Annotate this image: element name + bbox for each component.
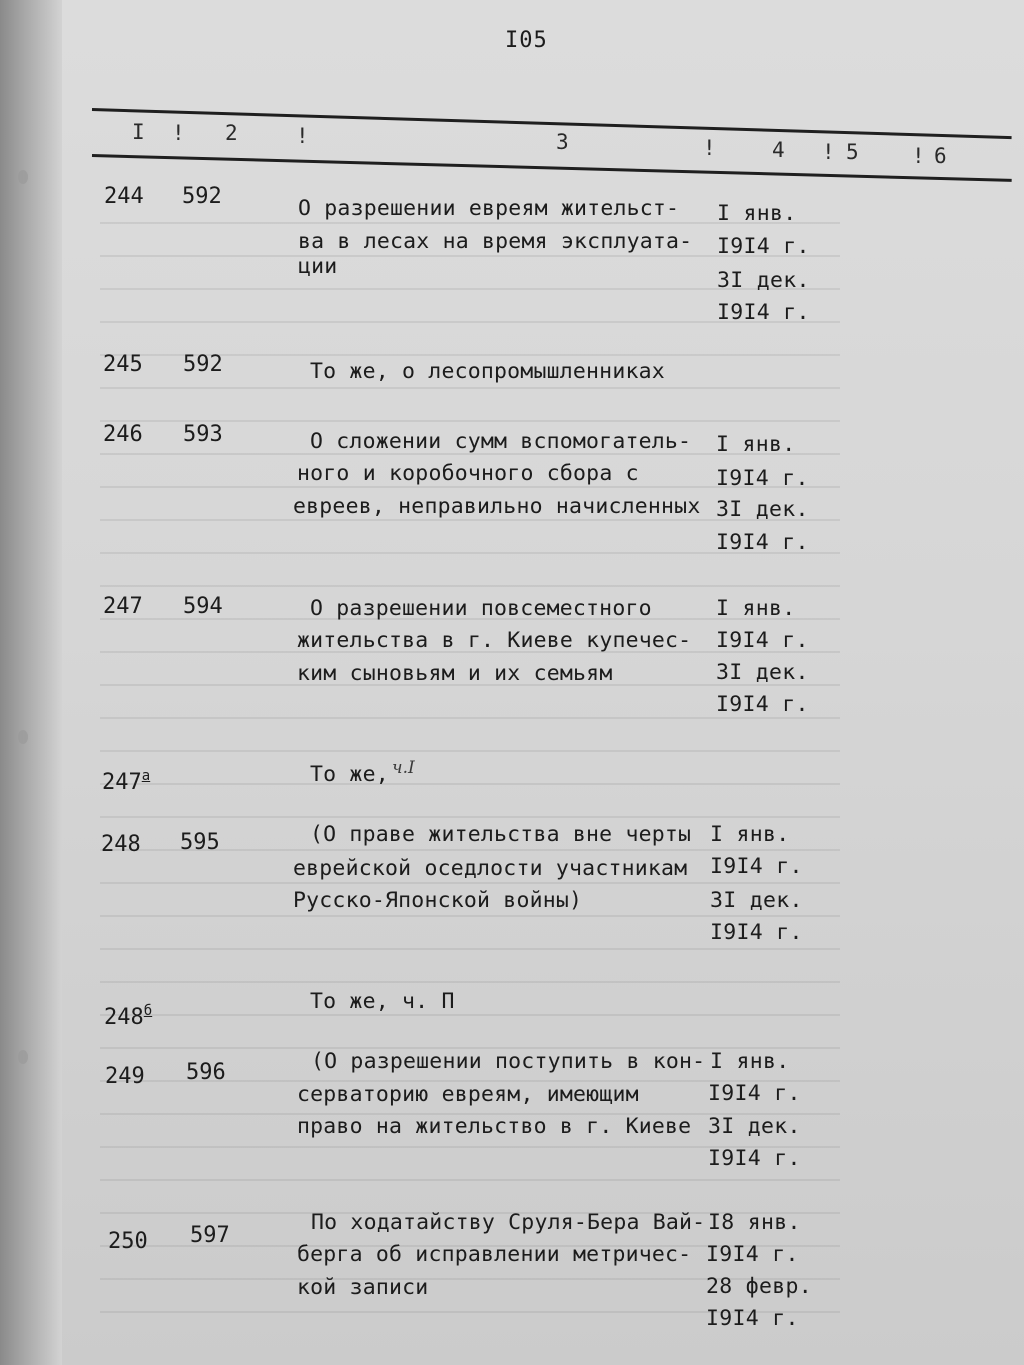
page-number: I05 [505,28,548,53]
binding-hole [18,730,28,744]
row-title-line: берга об исправлении метричес- [297,1242,692,1267]
header-separator: ! [912,144,925,168]
row-date-line: I9I4 г. [716,692,809,717]
row-date-line: 3I дек. [717,268,810,293]
row-date-line: I9I4 г. [708,1146,801,1171]
header-col-4: 4 [772,138,785,162]
header-col-2: 2 [225,121,238,145]
row-title-line: (О разрешении поступить в кон- [311,1049,706,1074]
header-separator: ! [703,136,716,160]
row-title-line: То же, о лесопромышленниках [310,359,665,384]
header-col-5: 5 [846,140,859,164]
binding-hole [18,1050,28,1064]
row-title-line: (О праве жительства вне черты [310,822,692,847]
row-date-line: I янв. [717,201,797,226]
row-date-line: 3I дек. [710,888,803,913]
row-title-line: евреев, неправильно начисленных [293,494,701,519]
row-date-line: I9I4 г. [710,854,803,879]
row-date-line: I9I4 г. [708,1081,801,1106]
row-title-line: еврейской оседлости участникам [293,856,688,881]
row-number: 244 [104,184,144,209]
row-date-line: I янв. [716,596,796,621]
row-title-line: жительства в г. Киеве купечес- [297,628,692,653]
row-reference: 595 [180,830,220,855]
row-title-line: серваторию евреям, имеющим [297,1082,639,1107]
row-date-line: 3I дек. [708,1114,801,1139]
row-date-line: I9I4 г. [716,530,809,555]
row-date-line: I9I4 г. [717,300,810,325]
book-spine-shadow [0,0,62,1365]
row-date-line: 28 февр. [706,1274,812,1299]
header-col-1: I [132,120,145,144]
row-number-superscript: а [141,768,151,784]
row-number: 249 [105,1064,145,1089]
row-title-line: кой записи [297,1275,429,1300]
row-date-line: 3I дек. [716,497,809,522]
header-separator: ! [296,124,309,148]
table-header-bottom-rule [92,154,1012,182]
row-date-line: I9I4 г. [716,628,809,653]
row-reference: 592 [182,184,222,209]
binding-hole [18,170,28,184]
row-number: 250 [108,1229,148,1254]
row-title-line: ва в лесах на время эксплуата- [298,229,693,254]
row-date-line: I8 янв. [708,1210,801,1235]
row-reference: 597 [190,1223,230,1248]
row-date-line: I янв. [710,822,790,847]
row-title-line: ного и коробочного сбора с [297,461,639,486]
row-title-line: По ходатайству Сруля-Бера Вай- [311,1210,706,1235]
header-col-6: 6 [934,144,947,168]
row-title-line: ции [298,254,338,279]
row-title-line: Русско-Японской войны) [293,888,583,913]
header-separator: ! [172,121,185,145]
row-date-line: I9I4 г. [706,1306,799,1331]
row-title-line: То же, ч. П [310,989,455,1014]
row-number: 248 [101,832,141,857]
row-title-line: То же, [310,762,389,787]
row-date-line: I9I4 г. [710,920,803,945]
row-date-line: I янв. [710,1049,790,1074]
row-number: 247 [103,594,143,619]
row-date-line: I9I4 г. [716,466,809,491]
row-number: 246 [103,422,143,447]
row-date-line: I9I4 г. [706,1242,799,1267]
handwritten-annotation: ч.I [392,758,415,778]
row-reference: 594 [183,594,223,619]
row-date-line: I9I4 г. [717,234,810,259]
row-number-superscript: б [143,1003,153,1019]
row-date-line: I янв. [716,432,796,457]
row-title-line: О сложении сумм вспомогатель- [310,429,692,454]
row-title-line: О разрешении повсеместного [310,596,652,621]
header-separator: ! [822,140,835,164]
row-date-line: 3I дек. [716,660,809,685]
row-reference: 592 [183,352,223,377]
row-title-line: О разрешении евреям жительст- [298,196,680,221]
row-number: $248^б$ [104,1003,153,1030]
row-number: 245 [103,352,143,377]
header-col-3: 3 [556,130,569,154]
row-title-line: право на жительство в г. Киеве [297,1114,692,1139]
row-number: $247^а$ [102,768,151,795]
row-reference: 596 [186,1060,226,1085]
row-reference: 593 [183,422,223,447]
row-title-line: ким сыновьям и их семьям [297,661,613,686]
